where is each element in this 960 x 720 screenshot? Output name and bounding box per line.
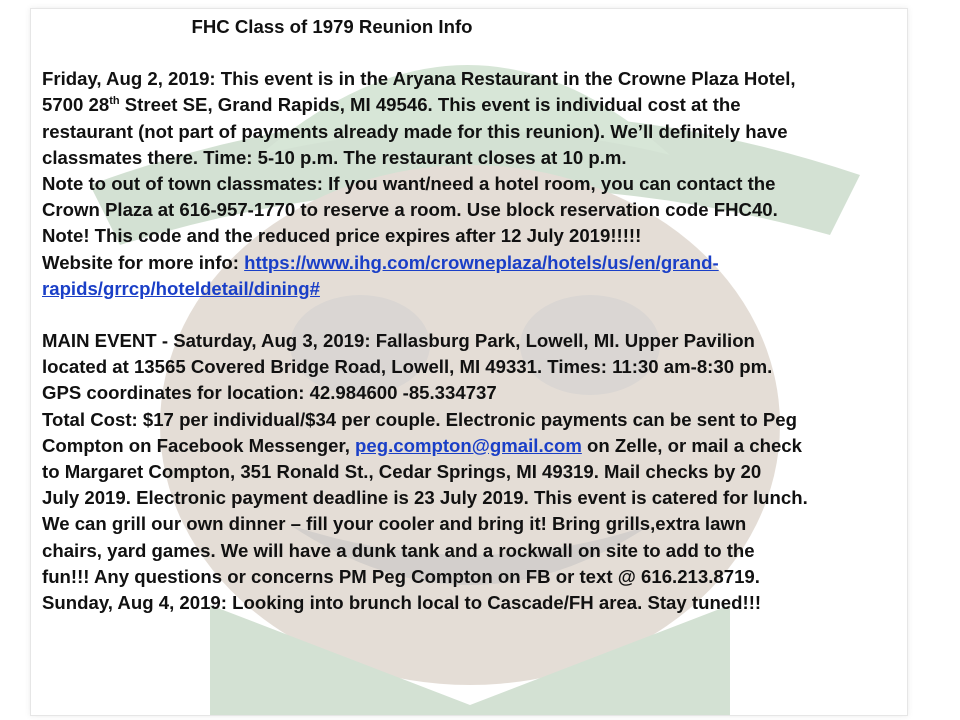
main-line-2: located at 13565 Covered Bridge Road, Lowell, MI 49331. Times: 11:30 am-8:30 pm. (42, 356, 773, 378)
friday-line-7: Note! This code and the reduced price expires after 12 July 2019!!!!! (42, 225, 642, 247)
main-line-4: Total Cost: $17 per individual/$34 per couple. Electronic payments can be sent to Peg (42, 408, 797, 430)
main-line-8: We can grill our own dinner – fill your cooler and bring it! Bring grills,extra lawn (42, 513, 747, 535)
spacer (42, 302, 922, 328)
reunion-info-text (42, 14, 922, 616)
friday-line-8 (42, 250, 922, 276)
main-line-10: fun!!! Any questions or concerns PM Peg Compton on FB or text @ 616.213.8719. (42, 565, 760, 587)
main-line-9: chairs, yard games. We will have a dunk tank and a rockwall on site to add to the (42, 539, 755, 561)
website-label: Website for more info: (42, 251, 245, 273)
friday-line-9 (42, 276, 922, 302)
sunday-line-1: Sunday, Aug 4, 2019: Looking into brunch local to Cascade/FH area. Stay tuned!!! (42, 592, 762, 614)
email-link[interactable]: peg.compton@gmail.com (355, 434, 582, 456)
friday-address-number: 5700 28 (42, 94, 110, 116)
zelle-text: on Zelle, or mail a check (581, 434, 802, 456)
main-line-5 (42, 433, 922, 459)
friday-line-3: restaurant (not part of payments already made for this reunion). We’ll definitely have (42, 120, 788, 142)
friday-line-2 (42, 92, 922, 118)
friday-line-4: classmates there. Time: 5-10 p.m. The restaurant closes at 10 p.m. (42, 146, 627, 168)
hotel-website-link-continued[interactable]: rapids/grrcp/hoteldetail/dining# (42, 277, 320, 299)
main-line-7: July 2019. Electronic payment deadline is 23 July 2019. This event is catered for lunch. (42, 487, 808, 509)
friday-line-5: Note to out of town classmates: If you want/need a hotel room, you can contact the (42, 173, 776, 195)
friday-address-rest: Street SE, Grand Rapids, MI 49546. This event is individual cost at the (119, 94, 741, 116)
hotel-website-link[interactable]: https://www.ihg.com/crowneplaza/hotels/us/en/grand- (244, 251, 719, 273)
page-title: FHC Class of 1979 Reunion Info (191, 16, 473, 37)
main-line-3: GPS coordinates for location: 42.984600 -85.334737 (42, 382, 497, 404)
main-line-6: to Margaret Compton, 351 Ronald St., Cedar Springs, MI 49319. Mail checks by 20 (42, 461, 762, 483)
friday-line-6: Crown Plaza at 616-957-1770 to reserve a room. Use block reservation code FHC40. (42, 199, 778, 221)
ordinal-suffix: th (109, 95, 120, 108)
friday-line-1: Friday, Aug 2, 2019: This event is in the Aryana Restaurant in the Crowne Plaza Hotel, (42, 68, 796, 90)
spacer (42, 40, 922, 66)
main-line-1: MAIN EVENT - Saturday, Aug 3, 2019: Fallasburg Park, Lowell, MI. Upper Pavilion (42, 330, 755, 352)
messenger-text: Compton on Facebook Messenger, (42, 434, 356, 456)
